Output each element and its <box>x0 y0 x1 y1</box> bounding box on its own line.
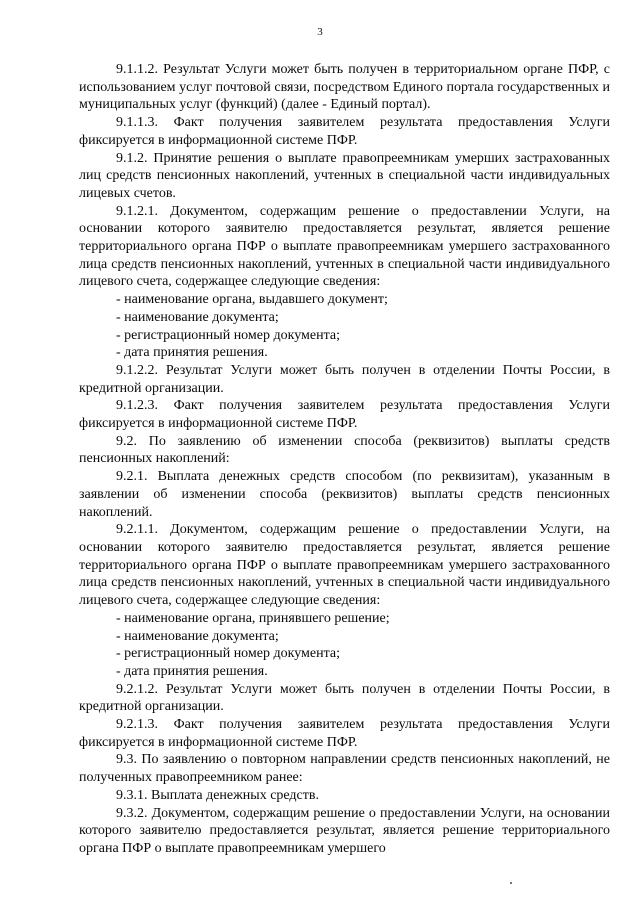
list-item: - наименование органа, выдавшего документ; <box>116 292 388 308</box>
list-item: - дата принятия решения. <box>116 663 268 679</box>
list-item: - наименование документа; <box>116 628 279 644</box>
list-item: - регистрационный номер документа; <box>116 646 340 662</box>
list-item: - наименование документа; <box>116 309 279 325</box>
paragraph-9-1-1-3: 9.1.1.3. Факт получения заявителем результата предоставления Услуги фиксируется в информационной системе ПФР. <box>79 115 610 148</box>
paragraph-9-2-1-1: 9.2.1.1. Документом, содержащим решение о предоставлении Услуги, на основании которого заявителю предоставляется результат, является решение территориального органа ПФР о выплате правопреемникам умершего застрахованного лица средств пенсионных накоплений, учтенных в специальной части индивидуального лицевого счета, содержащее следующие сведения: <box>79 522 610 609</box>
paragraph-9-1-2-2: 9.1.2.2. Результат Услуги может быть получен в отделении Почты России, в кредитной организации. <box>79 362 610 396</box>
paragraph-9-1-1-2: 9.1.1.2. Результат Услуги может быть получен в территориальном органе ПФР, с использованием услуг почтовой связи, посредством Единого портала государственных и муниципальных услуг (функций) (далее - Единый портал). <box>79 62 610 113</box>
paragraph-9-2-1: 9.2.1. Выплата денежных средств способом (по реквизитам), указанным в заявлении об изменении способа (реквизитов) выплаты средств пенсионных накоплений. <box>79 469 610 520</box>
list-item: - регистрационный номер документа; <box>116 327 340 343</box>
paragraph-9-2-1-3: 9.2.1.3. Факт получения заявителем результата предоставления Услуги фиксируется в информационной системе ПФР. <box>79 717 610 750</box>
list-item: - дата принятия решения. <box>116 345 268 361</box>
paragraph-9-2-1-2: 9.2.1.2. Результат Услуги может быть получен в отделении Почты России, в кредитной организации. <box>79 681 610 715</box>
scan-speck <box>510 882 512 884</box>
paragraph-9-1-2: 9.1.2. Принятие решения о выплате правопреемникам умерших застрахованных лиц средств пенсионных накоплений, учтенных в специальной части индивидуальных лицевых счетов. <box>79 150 610 201</box>
paragraph-9-1-2-3: 9.1.2.3. Факт получения заявителем результата предоставления Услуги фиксируется в информационной системе ПФР. <box>79 398 610 432</box>
paragraph-9-1-2-1: 9.1.2.1. Документом, содержащим решение о предоставлении Услуги, на основании которого заявителю предоставляется результат, является решение территориального органа ПФР о выплате правопреемникам умершего застрахованного лица средств пенсионных накоплений, учтенных в специальной части индивидуального лицевого счета, содержащее следующие сведения: <box>79 203 610 290</box>
list-item: - наименование органа, принявшего решение; <box>116 610 390 626</box>
paragraph-9-3-2: 9.3.2. Документом, содержащим решение о предоставлении Услуги, на основании которого заявителю предоставляется результат, является решение территориального органа ПФР о выплате правопреемникам умершего <box>79 805 610 856</box>
paragraph-9-2: 9.2. По заявлению об изменении способа (реквизитов) выплаты средств пенсионных накоплений: <box>79 433 610 467</box>
document-body <box>79 61 610 858</box>
paragraph-9-3-1: 9.3.1. Выплата денежных средств. <box>116 787 319 803</box>
page-number: 3 <box>317 26 323 38</box>
paragraph-9-3: 9.3. По заявлению о повторном направлении средств пенсионных накоплений, не полученных правопреемником ранее: <box>79 752 610 786</box>
